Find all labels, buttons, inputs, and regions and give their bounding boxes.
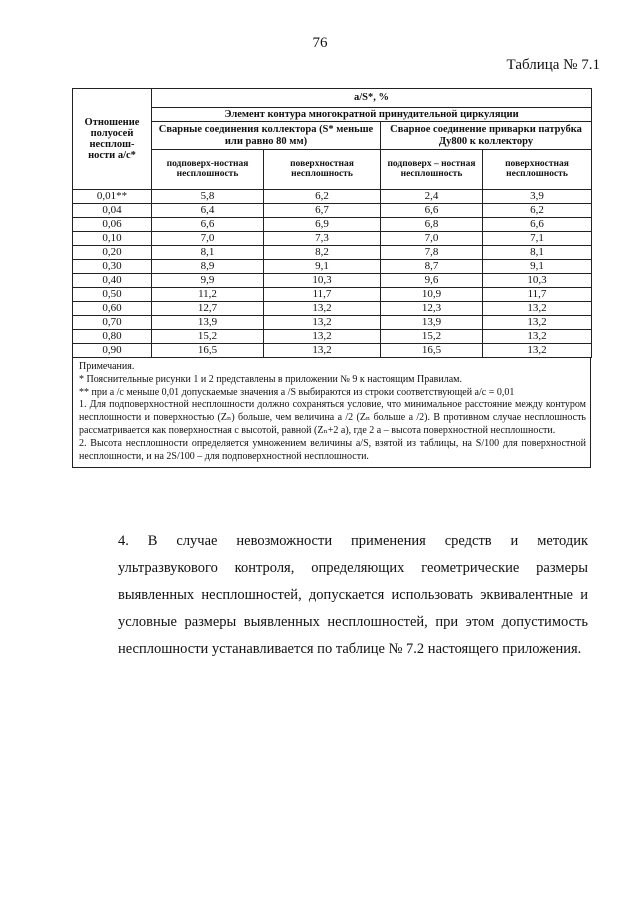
value-cell: 13,9 xyxy=(381,316,483,330)
column-header-ratio: Отношение полуосей несплош-ности a/c* xyxy=(73,89,152,190)
table-row xyxy=(73,260,592,274)
paragraph-line: условные размеры выявленных несплошностей, при этом допустимость xyxy=(118,614,588,630)
header-nozzle-weld: Сварное соединение приварки патрубка Ду800 к коллектору xyxy=(381,122,592,150)
ratio-cell: 0,04 xyxy=(73,204,152,218)
value-cell: 13,9 xyxy=(152,316,264,330)
value-cell: 5,8 xyxy=(152,190,264,204)
value-cell: 2,4 xyxy=(381,190,483,204)
note-line: 2. Высота несплошности определяется умножением величины a/S, взятой из таблицы, на S/100 для поверхностной несплошности, и на 2S/100 – для подповерхностной несплошности. xyxy=(79,437,586,462)
ratio-cell: 0,40 xyxy=(73,274,152,288)
value-cell: 7,0 xyxy=(381,232,483,246)
leaf-header: подповерх – ностная несплошность xyxy=(381,150,483,190)
value-cell: 10,9 xyxy=(381,288,483,302)
value-cell: 12,3 xyxy=(381,302,483,316)
value-cell: 6,7 xyxy=(264,204,381,218)
paragraph-line: выявленных несплошностей, допускается использовать эквивалентные и xyxy=(118,587,588,603)
value-cell: 11,2 xyxy=(152,288,264,302)
value-cell: 10,3 xyxy=(264,274,381,288)
value-cell: 8,9 xyxy=(152,260,264,274)
value-cell: 16,5 xyxy=(381,344,483,358)
table-title: Таблица № 7.1 xyxy=(506,57,600,73)
data-table xyxy=(72,88,592,358)
value-cell: 13,2 xyxy=(264,302,381,316)
table-row xyxy=(73,316,592,330)
value-cell: 13,2 xyxy=(483,316,592,330)
value-cell: 16,5 xyxy=(152,344,264,358)
value-cell: 7,8 xyxy=(381,246,483,260)
table-container xyxy=(72,88,591,468)
page-number: 76 xyxy=(312,35,328,51)
value-cell: 15,2 xyxy=(152,330,264,344)
table-row xyxy=(73,274,592,288)
value-cell: 11,7 xyxy=(483,288,592,302)
value-cell: 9,9 xyxy=(152,274,264,288)
value-cell: 8,1 xyxy=(483,246,592,260)
ratio-cell: 0,80 xyxy=(73,330,152,344)
ratio-cell: 0,50 xyxy=(73,288,152,302)
value-cell: 13,2 xyxy=(483,302,592,316)
value-cell: 6,6 xyxy=(152,218,264,232)
value-cell: 13,2 xyxy=(264,316,381,330)
value-cell: 13,2 xyxy=(264,344,381,358)
note-line: 1. Для подповерхностной несплошности должно сохраняться условие, что минимальное расстояние между контуром несплошности и поверхностью (Zₙ) больше, чем величина a /2 (Zₙ больше a /2). В противном случае несплошность рассматривается как поверхностная с высотой, равной (Zₙ+2 a), где 2 a – высота поверхностной несплошности. xyxy=(79,399,586,436)
leaf-header: поверхностная несплошность xyxy=(264,150,381,190)
value-cell: 13,2 xyxy=(264,330,381,344)
value-cell: 7,3 xyxy=(264,232,381,246)
ratio-cell: 0,30 xyxy=(73,260,152,274)
header-collector-welds: Сварные соединения коллектора (S* меньше или равно 80 мм) xyxy=(152,122,381,150)
table-row xyxy=(73,302,592,316)
value-cell: 7,0 xyxy=(152,232,264,246)
value-cell: 8,1 xyxy=(152,246,264,260)
leaf-header: подповерх-ностная несплошность xyxy=(152,150,264,190)
ratio-cell: 0,60 xyxy=(73,302,152,316)
table-row xyxy=(73,288,592,302)
paragraph-line: несплошности устанавливается по таблице № 7.2 настоящего приложения. xyxy=(118,641,582,657)
table-row xyxy=(73,344,592,358)
value-cell: 8,2 xyxy=(264,246,381,260)
value-cell: 6,2 xyxy=(264,190,381,204)
header-element-group: Элемент контура многократной принудительной циркуляции xyxy=(152,108,592,122)
table-row xyxy=(73,246,592,260)
value-cell: 6,6 xyxy=(483,218,592,232)
table-row xyxy=(73,190,592,204)
value-cell: 7,1 xyxy=(483,232,592,246)
ratio-cell: 0,20 xyxy=(73,246,152,260)
value-cell: 6,4 xyxy=(152,204,264,218)
value-cell: 3,9 xyxy=(483,190,592,204)
table-row xyxy=(73,330,592,344)
value-cell: 8,7 xyxy=(381,260,483,274)
ratio-cell: 0,70 xyxy=(73,316,152,330)
paragraph-line: 4. В случае невозможности применения средств и методик xyxy=(118,533,588,549)
value-cell: 15,2 xyxy=(381,330,483,344)
value-cell: 13,2 xyxy=(483,344,592,358)
body-paragraph xyxy=(118,528,588,663)
table-row xyxy=(73,232,592,246)
note-line: * Пояснительные рисунки 1 и 2 представлены в приложении № 9 к настоящим Правилам. xyxy=(79,373,462,385)
value-cell: 9,1 xyxy=(264,260,381,274)
value-cell: 11,7 xyxy=(264,288,381,302)
ratio-cell: 0,10 xyxy=(73,232,152,246)
ratio-cell: 0,90 xyxy=(73,344,152,358)
table-notes xyxy=(72,358,591,468)
table-row xyxy=(73,218,592,232)
header-as-percent: a/S*, % xyxy=(152,89,592,108)
table-row xyxy=(73,204,592,218)
note-line: ** при a /c меньше 0,01 допускаемые значения a /S выбираются из строки соответствующей a/c = 0,01 xyxy=(79,386,515,398)
ratio-cell: 0,06 xyxy=(73,218,152,232)
value-cell: 6,2 xyxy=(483,204,592,218)
paragraph-line: ультразвукового контроля, определяющих геометрические размеры xyxy=(118,560,588,576)
value-cell: 6,9 xyxy=(264,218,381,232)
ratio-cell: 0,01** xyxy=(73,190,152,204)
value-cell: 13,2 xyxy=(483,330,592,344)
value-cell: 12,7 xyxy=(152,302,264,316)
value-cell: 9,1 xyxy=(483,260,592,274)
value-cell: 6,8 xyxy=(381,218,483,232)
value-cell: 9,6 xyxy=(381,274,483,288)
value-cell: 6,6 xyxy=(381,204,483,218)
value-cell: 10,3 xyxy=(483,274,592,288)
notes-title: Примечания. xyxy=(79,361,135,372)
leaf-header: поверхностная несплошность xyxy=(483,150,592,190)
